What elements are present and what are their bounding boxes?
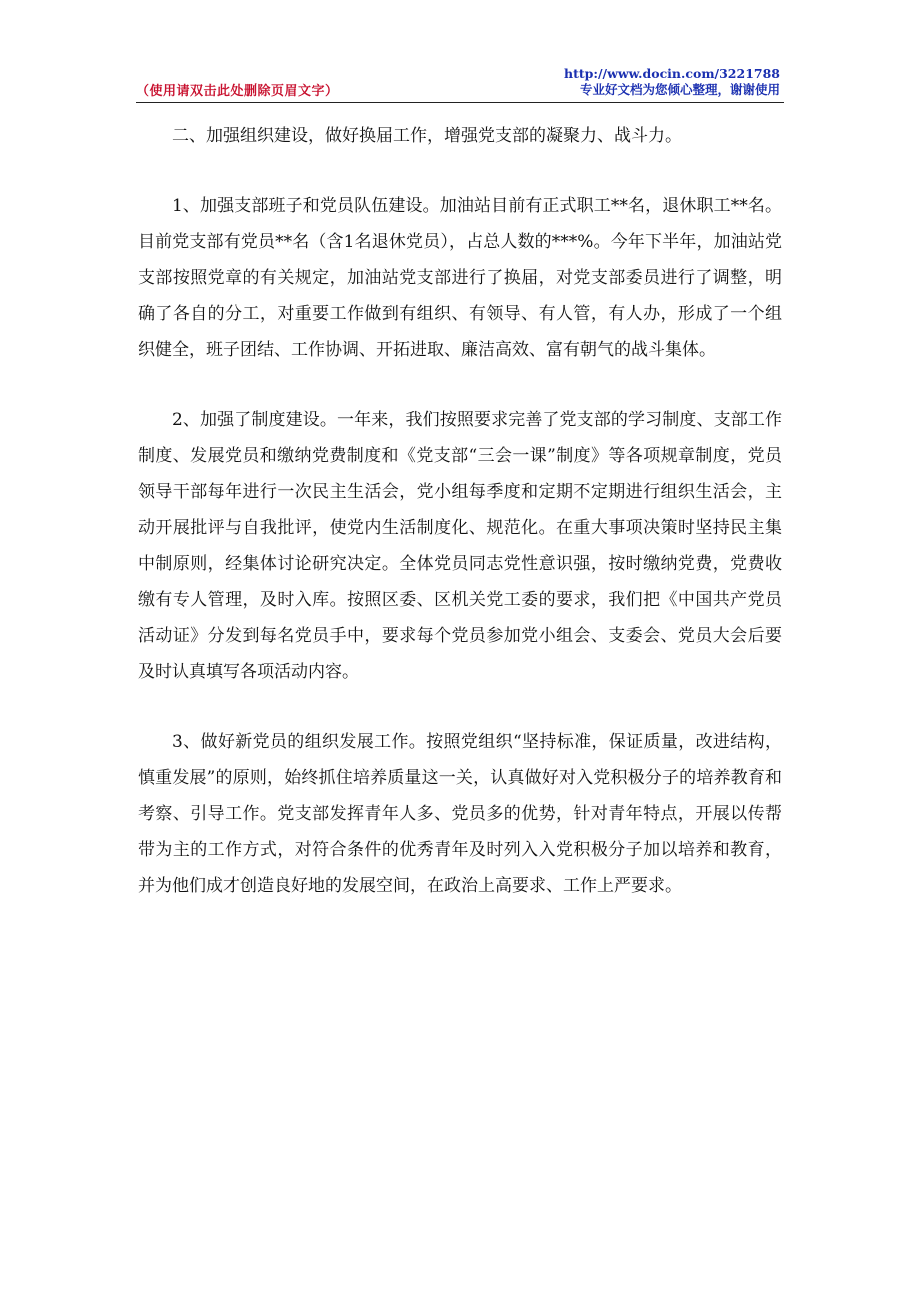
header-source-info (564, 66, 780, 98)
header-url-link[interactable]: http://www.docin.com/3221788 (564, 66, 780, 81)
section-heading: 二、加强组织建设，做好换届工作，增强党支部的凝聚力、战斗力。 (172, 126, 682, 146)
page-header (136, 66, 784, 103)
header-delete-hint[interactable]: （使用请双击此处删除页眉文字） (136, 84, 339, 99)
header-slogan: 专业好文档为您倾心整理，谢谢使用 (579, 82, 780, 97)
paragraph-member-development: 3、做好新党员的组织发展工作。按照党组织“坚持标准，保证质量，改进结构，慎重发展”的原则，始终抓住培养质量这一关，认真做好对入党积极分子的培养教育和考察、引导工作。党支部发挥青年人多、党员多的优势，针对青年特点，开展以传帮带为主的工作方式，对符合条件的优秀青年及时列入入党积极分子加以培养和教育，并为他们成才创造良好地的发展空间，在政治上高要求、工作上严要求。 (138, 732, 782, 896)
paragraph-system-building: 2、加强了制度建设。一年来，我们按照要求完善了党支部的学习制度、支部工作制度、发展党员和缴纳党费制度和《党支部“三会一课”制度》等各项规章制度，党员领导干部每年进行一次民主生活会，党小组每季度和定期不定期进行组织生活会，主动开展批评与自我批评，使党内生活制度化、规范化。在重大事项决策时坚持民主集中制原则，经集体讨论研究决定。全体党员同志党性意识强，按时缴纳党费，党费收缴有专人管理，及时入库。按照区委、区机关党工委的要求，我们把《中国共产党员活动证》分发到每名党员手中，要求每个党员参加党小组会、支委会、党员大会后要及时认真填写各项活动内容。 (138, 410, 782, 682)
document-body (138, 118, 782, 904)
paragraph-team-building: 1、加强支部班子和党员队伍建设。加油站目前有正式职工**名，退休职工**名。目前党支部有党员**名（含1名退休党员），占总人数的***%。今年下半年，加油站党支部按照党章的有关规定，加油站党支部进行了换届，对党支部委员进行了调整，明确了各自的分工，对重要工作做到有组织、有领导、有人管，有人办，形成了一个组织健全，班子团结、工作协调、开拓进取、廉洁高效、富有朝气的战斗集体。 (138, 196, 782, 360)
